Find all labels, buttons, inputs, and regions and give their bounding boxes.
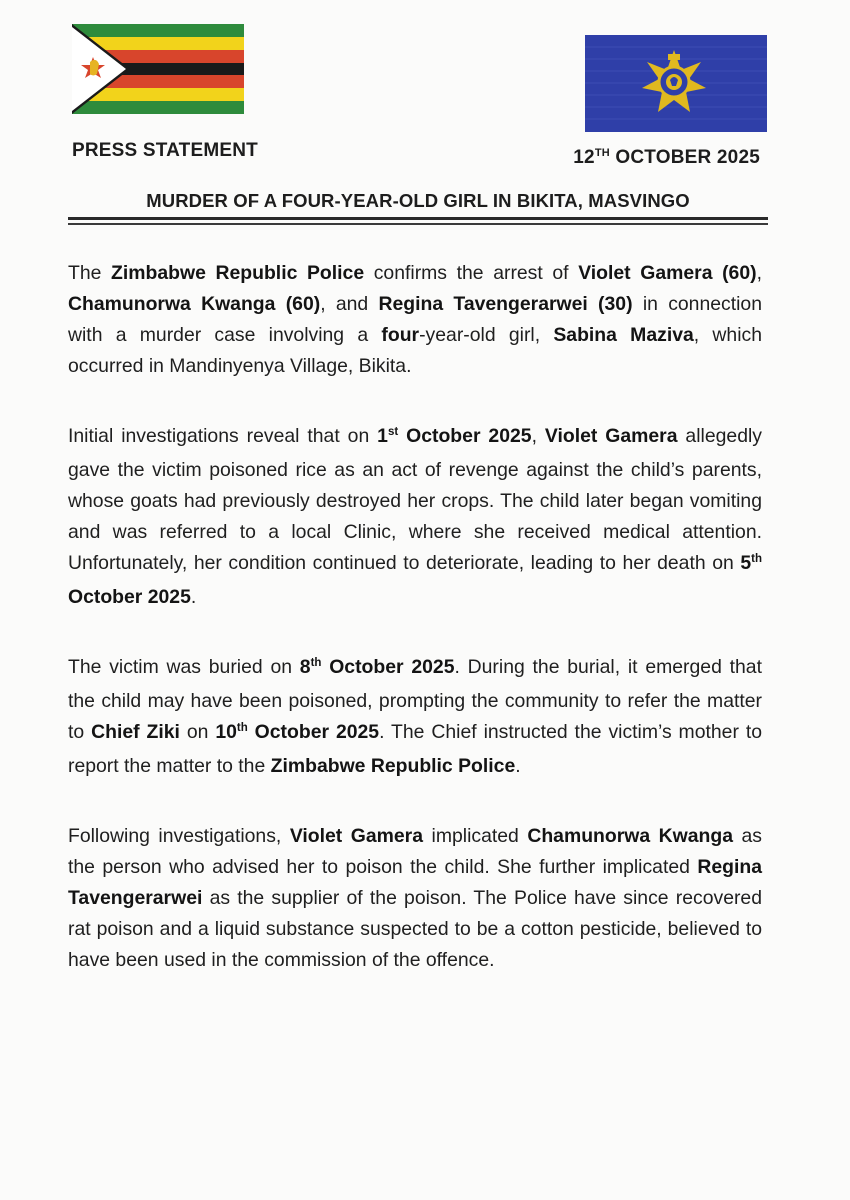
paragraph-implication: Following investigations, Violet Gamera implicated Chamunorwa Kwanga as the person who advised her to poison the child. She further implicated Regina Tavengerarwei as the supplier of the poison. The Police have since recovered rat poison and a liquid substance suspected to be a cotton pesticide, believed to have been used in the commission of the offence.	[68, 825, 763, 971]
zimbabwe-flag-icon	[72, 24, 244, 114]
headline: MURDER OF A FOUR-YEAR-OLD GIRL IN BIKITA, MASVINGO	[146, 190, 690, 211]
paragraph-arrests: The Zimbabwe Republic Police confirms the arrest of Violet Gamera (60), Chamunorwa Kwanga (60), and Regina Tavengerarwei (30) in connection with a murder case involving a four-year-old girl, Sabina Maziva, which occurred in Mandinyenya Village, Bikita.	[68, 262, 762, 377]
header-row	[72, 140, 760, 170]
statement-body	[68, 258, 762, 1015]
paragraph-burial: The victim was buried on 8th October 2025. During the burial, it emerged that the child may have been poisoned, prompting the community to refer the matter to Chief Ziki on 10th October 2025. The Chief instructed the victim’s mother to report the matter to the Zimbabwe Republic Police.	[68, 656, 763, 777]
headline-rule-thick	[68, 217, 768, 220]
headline-rule-thin	[68, 223, 768, 225]
zrp-flag-icon	[585, 35, 767, 132]
paragraph-investigations: Initial investigations reveal that on 1st October 2025, Violet Gamera allegedly gave the victim poisoned rice as an act of revenge against the child’s parents, whose goats had previously destroyed her crops. The child later began vomiting and was referred to a local Clinic, where she received medical attention. Unfortunately, her condition continued to deteriorate, leading to her death on 5th October 2025.	[68, 425, 762, 608]
press-statement-title: PRESS STATEMENT	[72, 140, 258, 161]
statement-date: 12TH OCTOBER 2025	[573, 147, 760, 168]
